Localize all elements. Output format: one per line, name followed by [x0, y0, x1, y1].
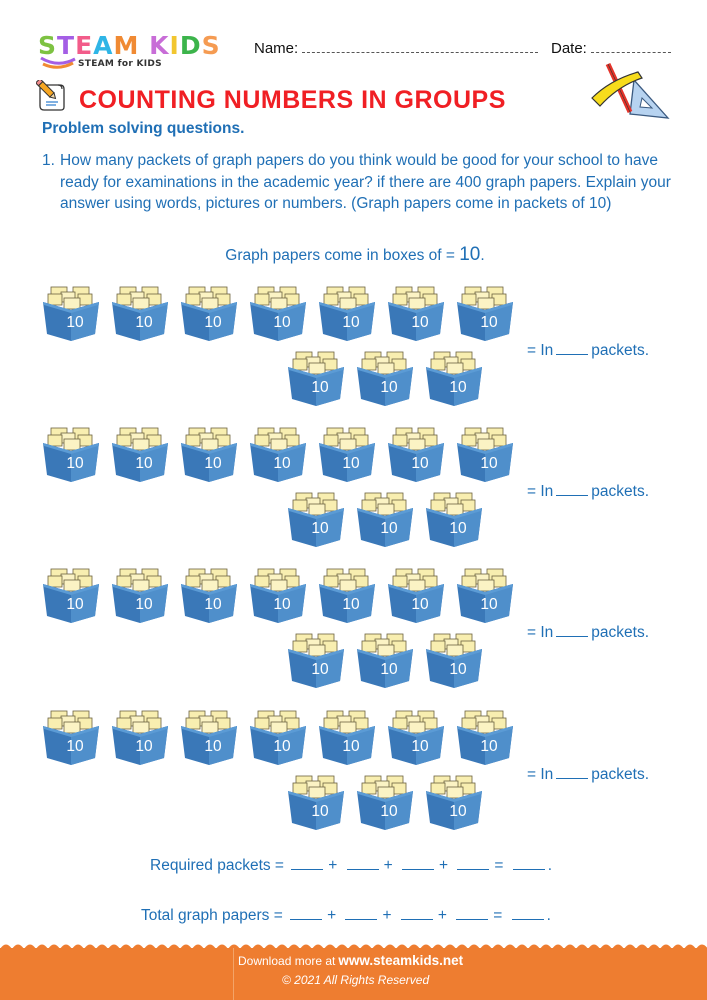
graph-paper-box [387, 426, 445, 482]
equals-sign: = [494, 857, 504, 874]
answer-prefix: = In [527, 342, 554, 359]
total-blank-2[interactable] [345, 906, 377, 920]
paper-box-icon [287, 491, 345, 547]
footer-site-link[interactable]: www.steamkids.net [338, 953, 464, 968]
paper-box-icon [318, 426, 376, 482]
paper-box-icon [425, 774, 483, 830]
logo-tagline: STEAM for KIDS [78, 59, 162, 69]
box-quantity: 10 [311, 661, 329, 678]
box-quantity: 10 [311, 379, 329, 396]
total-sum-blank[interactable] [512, 906, 544, 920]
plus-sign: + [383, 857, 393, 874]
box-quantity: 10 [411, 314, 429, 331]
graph-paper-box [180, 567, 238, 623]
paper-box-icon [287, 774, 345, 830]
group-answer [527, 341, 649, 360]
boxes-statement [0, 244, 707, 266]
paper-box-icon [456, 567, 514, 623]
box-quantity: 10 [273, 455, 291, 472]
date-label: Date: [551, 40, 587, 57]
graph-paper-box [318, 426, 376, 482]
boxes-statement-value: 10 [459, 244, 481, 265]
required-blank-3[interactable] [402, 856, 434, 870]
logo-letter: T [57, 31, 76, 60]
box-quantity: 10 [135, 738, 153, 755]
plus-sign: + [328, 857, 338, 874]
paper-box-icon [287, 350, 345, 406]
paper-box-icon [42, 567, 100, 623]
paper-box-icon [356, 632, 414, 688]
paper-box-icon [387, 709, 445, 765]
paper-box-icon [387, 285, 445, 341]
box-quantity: 10 [380, 520, 398, 537]
footer-download-text: Download more at [238, 954, 336, 968]
total-graph-papers-label: Total graph papers = [141, 907, 283, 924]
box-quantity: 10 [273, 738, 291, 755]
paper-box-icon [180, 285, 238, 341]
paper-box-icon [42, 285, 100, 341]
plus-sign: + [437, 907, 447, 924]
graph-paper-box [387, 567, 445, 623]
paper-box-icon [387, 426, 445, 482]
logo-letter: D [179, 31, 202, 60]
paper-box-icon [111, 567, 169, 623]
graph-paper-box [318, 285, 376, 341]
graph-paper-box [356, 491, 414, 547]
boxes-statement-suffix: . [480, 247, 485, 264]
paper-box-icon [249, 567, 307, 623]
box-quantity: 10 [204, 455, 222, 472]
paper-box-icon [249, 709, 307, 765]
paper-box-icon [42, 709, 100, 765]
graph-paper-box [42, 567, 100, 623]
logo-letter: M [113, 31, 140, 60]
graph-paper-box [387, 709, 445, 765]
group-answer [527, 765, 649, 784]
paper-box-icon [111, 709, 169, 765]
paper-box-icon [456, 426, 514, 482]
answer-suffix: packets. [591, 483, 650, 500]
box-quantity: 10 [204, 738, 222, 755]
box-quantity: 10 [66, 596, 84, 613]
paper-box-icon [318, 567, 376, 623]
steam-kids-logo [38, 32, 238, 70]
total-blank-3[interactable] [401, 906, 433, 920]
box-quantity: 10 [342, 596, 360, 613]
graph-paper-box [387, 285, 445, 341]
graph-paper-box [42, 709, 100, 765]
total-blank-1[interactable] [290, 906, 322, 920]
paper-box-icon [456, 709, 514, 765]
graph-paper-box [111, 285, 169, 341]
boxes-statement-prefix: Graph papers come in boxes of = [225, 247, 460, 264]
graph-paper-box [356, 632, 414, 688]
logo-letter [139, 32, 149, 60]
name-label: Name: [254, 40, 299, 57]
footer-download [238, 953, 463, 968]
box-quantity: 10 [480, 738, 498, 755]
box-quantity: 10 [449, 661, 467, 678]
footer-divider [233, 948, 234, 1000]
logo-swoosh-icon [40, 56, 76, 70]
graph-paper-box [425, 350, 483, 406]
box-quantity: 10 [342, 455, 360, 472]
packets-blank[interactable] [556, 482, 588, 496]
equals-sign: = [493, 907, 503, 924]
graph-paper-box [180, 285, 238, 341]
packets-blank[interactable] [556, 341, 588, 355]
graph-paper-box [111, 567, 169, 623]
graph-paper-box [180, 709, 238, 765]
box-quantity: 10 [411, 455, 429, 472]
total-graph-papers-equation [141, 906, 551, 925]
box-quantity: 10 [480, 314, 498, 331]
graph-paper-box [287, 350, 345, 406]
paper-box-icon [111, 426, 169, 482]
plus-sign: + [327, 907, 337, 924]
logo-letter: A [93, 31, 114, 60]
paper-box-icon [318, 709, 376, 765]
name-field[interactable] [302, 52, 538, 53]
pencil-paper-icon [36, 80, 66, 112]
box-quantity: 10 [342, 314, 360, 331]
required-blank-2[interactable] [347, 856, 379, 870]
graph-paper-box [249, 426, 307, 482]
graph-paper-box [356, 350, 414, 406]
graph-paper-box [287, 491, 345, 547]
question-1 [42, 150, 682, 215]
box-quantity: 10 [480, 455, 498, 472]
paper-box-icon [111, 285, 169, 341]
paper-box-icon [387, 567, 445, 623]
box-quantity: 10 [380, 379, 398, 396]
box-quantity: 10 [204, 596, 222, 613]
period: . [547, 857, 553, 874]
box-quantity: 10 [449, 379, 467, 396]
graph-paper-box [111, 709, 169, 765]
box-quantity: 10 [342, 738, 360, 755]
required-blank-1[interactable] [291, 856, 323, 870]
required-packets-label: Required packets = [150, 857, 284, 874]
group-answer [527, 623, 649, 642]
box-quantity: 10 [135, 314, 153, 331]
box-quantity: 10 [135, 455, 153, 472]
ruler-pencil-set-square-icon [590, 62, 676, 120]
packets-blank[interactable] [556, 623, 588, 637]
logo-letter: E [75, 31, 94, 60]
graph-paper-box [318, 567, 376, 623]
box-quantity: 10 [311, 803, 329, 820]
graph-paper-box [425, 491, 483, 547]
packets-blank[interactable] [556, 765, 588, 779]
box-quantity: 10 [311, 520, 329, 537]
required-total-blank[interactable] [513, 856, 545, 870]
graph-paper-box [287, 774, 345, 830]
paper-box-icon [356, 491, 414, 547]
required-packets-equation [150, 856, 552, 875]
box-quantity: 10 [380, 803, 398, 820]
footer-copyright: © 2021 All Rights Reserved [282, 973, 430, 987]
logo-letter: S [201, 31, 221, 60]
box-quantity: 10 [480, 596, 498, 613]
date-field[interactable] [591, 52, 671, 53]
box-quantity: 10 [449, 520, 467, 537]
paper-box-icon [287, 632, 345, 688]
box-quantity: 10 [204, 314, 222, 331]
box-quantity: 10 [66, 738, 84, 755]
graph-paper-box [456, 426, 514, 482]
page-title: COUNTING NUMBERS IN GROUPS [79, 86, 506, 114]
paper-box-icon [318, 285, 376, 341]
period: . [546, 907, 551, 924]
logo-letter: K [149, 31, 170, 60]
box-group-2 [0, 426, 707, 551]
graph-paper-box [180, 426, 238, 482]
footer [0, 948, 707, 1000]
graph-paper-box [287, 632, 345, 688]
graph-paper-box [425, 774, 483, 830]
group-answer [527, 482, 649, 501]
graph-paper-box [356, 774, 414, 830]
box-group-4 [0, 709, 707, 834]
logo-letter: I [169, 31, 180, 60]
paper-box-icon [180, 709, 238, 765]
total-blank-4[interactable] [456, 906, 488, 920]
graph-paper-box [318, 709, 376, 765]
answer-prefix: = In [527, 483, 554, 500]
graph-paper-box [456, 567, 514, 623]
graph-paper-box [111, 426, 169, 482]
paper-box-icon [249, 285, 307, 341]
section-subheading: Problem solving questions. [42, 120, 245, 137]
box-group-1 [0, 285, 707, 410]
plus-sign: + [439, 857, 449, 874]
box-quantity: 10 [411, 738, 429, 755]
answer-suffix: packets. [591, 624, 650, 641]
graph-paper-box [425, 632, 483, 688]
answer-suffix: packets. [591, 766, 650, 783]
paper-box-icon [249, 426, 307, 482]
paper-box-icon [180, 567, 238, 623]
box-quantity: 10 [66, 314, 84, 331]
graph-paper-box [249, 285, 307, 341]
graph-paper-box [249, 567, 307, 623]
paper-box-icon [180, 426, 238, 482]
box-quantity: 10 [380, 661, 398, 678]
paper-box-icon [456, 285, 514, 341]
box-quantity: 10 [135, 596, 153, 613]
graph-paper-box [42, 285, 100, 341]
box-quantity: 10 [66, 455, 84, 472]
graph-paper-box [456, 709, 514, 765]
paper-box-icon [356, 350, 414, 406]
box-quantity: 10 [411, 596, 429, 613]
logo-letter: S [38, 31, 58, 60]
question-number: 1. [42, 152, 55, 169]
answer-prefix: = In [527, 766, 554, 783]
paper-box-icon [425, 491, 483, 547]
box-quantity: 10 [273, 314, 291, 331]
paper-box-icon [425, 632, 483, 688]
box-quantity: 10 [273, 596, 291, 613]
plus-sign: + [382, 907, 392, 924]
question-text: How many packets of graph papers do you think would be good for your school to have ready for examinations in the academic year? if there are 400 graph papers. Explain your answer using words, pictures or numbers. (Graph papers come in packets of 10) [60, 152, 671, 212]
answer-suffix: packets. [591, 342, 650, 359]
graph-paper-box [42, 426, 100, 482]
box-quantity: 10 [449, 803, 467, 820]
paper-box-icon [356, 774, 414, 830]
required-blank-4[interactable] [457, 856, 489, 870]
paper-box-icon [42, 426, 100, 482]
graph-paper-box [456, 285, 514, 341]
answer-prefix: = In [527, 624, 554, 641]
paper-box-icon [425, 350, 483, 406]
graph-paper-box [249, 709, 307, 765]
box-group-3 [0, 567, 707, 692]
